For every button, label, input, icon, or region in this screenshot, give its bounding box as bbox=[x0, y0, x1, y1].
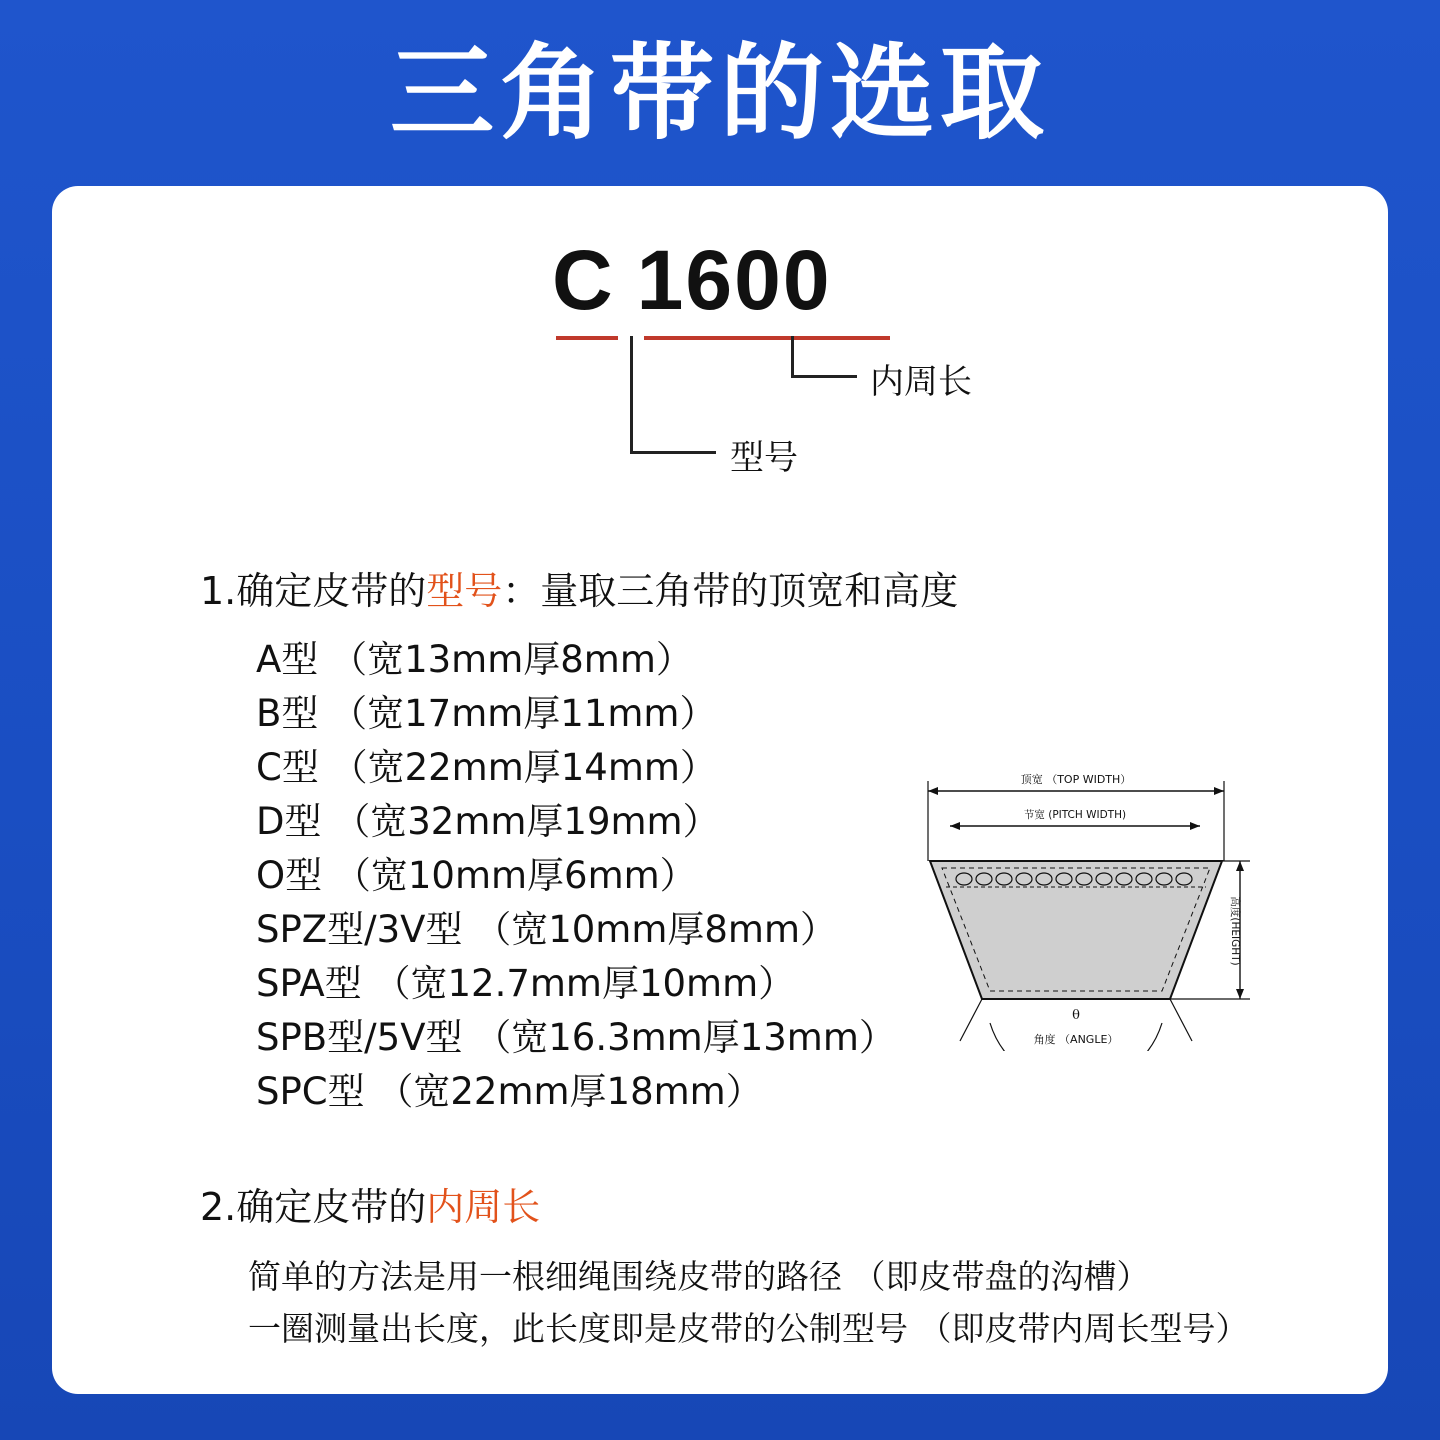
list-item: SPB型/5V型 （宽16.3mm厚13mm） bbox=[256, 1016, 896, 1059]
label-model-number: 型号 bbox=[730, 438, 798, 478]
angle-label: 角度 （ANGLE） bbox=[1033, 1033, 1119, 1046]
underline-model bbox=[556, 336, 618, 340]
step-2-highlight: 内周长 bbox=[426, 1185, 541, 1229]
step-1-highlight: 型号 bbox=[426, 569, 503, 613]
leader-model-vertical bbox=[630, 336, 633, 454]
content-card bbox=[52, 186, 1388, 1394]
list-item: SPA型 （宽12.7mm厚10mm） bbox=[256, 962, 796, 1005]
step-2-line: 一圈测量出长度，此长度即是皮带的公制型号 （即皮带内周长型号） bbox=[248, 1309, 1249, 1348]
belt-code-model: C bbox=[552, 233, 615, 327]
list-item: B型 （宽17mm厚11mm） bbox=[256, 692, 717, 735]
belt-cross-section-diagram bbox=[912, 751, 1252, 1051]
pitch-width-label: 节宽 (PITCH WIDTH) bbox=[1023, 809, 1127, 821]
page-title: 三角带的选取 bbox=[389, 32, 1050, 154]
list-item: O型 （宽10mm厚6mm） bbox=[256, 854, 697, 897]
belt-code-length: 1600 bbox=[636, 233, 832, 327]
underline-length bbox=[644, 336, 890, 340]
list-item: SPC型 （宽22mm厚18mm） bbox=[256, 1070, 763, 1113]
leader-model-horizontal bbox=[630, 451, 716, 454]
step-2-number: 2. bbox=[200, 1185, 237, 1229]
list-item: A型 （宽13mm厚8mm） bbox=[256, 638, 693, 681]
label-inner-length: 内周长 bbox=[870, 362, 972, 402]
list-item: C型 （宽22mm厚14mm） bbox=[256, 746, 717, 789]
step-2-heading bbox=[200, 1176, 1360, 1231]
belt-code bbox=[552, 232, 832, 329]
step-1-text-after: ：量取三角带的顶宽和高度 bbox=[502, 569, 959, 613]
height-label: 高度(HEIGHT) bbox=[1229, 896, 1241, 966]
list-item: D型 （宽32mm厚19mm） bbox=[256, 800, 720, 843]
step-1-text-before: 确定皮带的 bbox=[236, 569, 427, 613]
step-2-line: 简单的方法是用一根细绳围绕皮带的路径 （即皮带盘的沟槽） bbox=[248, 1257, 1150, 1296]
step-2 bbox=[200, 1176, 1360, 1355]
step-1-number: 1. bbox=[200, 569, 237, 613]
leader-length-vertical bbox=[791, 336, 794, 378]
top-width-label: 顶宽 （TOP WIDTH） bbox=[1020, 773, 1132, 786]
code-example-block bbox=[52, 214, 1388, 504]
step-1-heading bbox=[200, 560, 1300, 615]
step-2-text-before: 确定皮带的 bbox=[236, 1185, 427, 1229]
angle-symbol: θ bbox=[1072, 1008, 1080, 1023]
list-item: SPZ型/3V型 （宽10mm厚8mm） bbox=[256, 908, 838, 951]
leader-length-horizontal bbox=[791, 375, 857, 378]
step-2-body bbox=[200, 1251, 1360, 1355]
